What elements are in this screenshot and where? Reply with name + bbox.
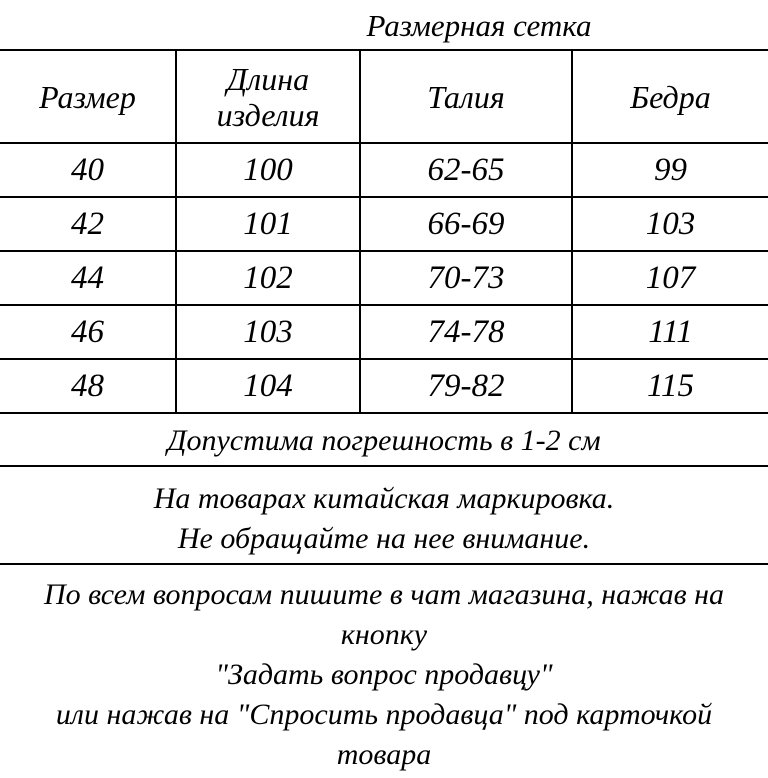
cell-length: 103 (176, 305, 360, 359)
cell-size: 48 (0, 359, 176, 413)
contact-line: По всем вопросам пишите в чат магазина, нажав на (43, 578, 725, 611)
cell-size: 42 (0, 197, 176, 251)
chart-title: Размерная сетка (366, 8, 592, 43)
cell-length: 100 (176, 143, 360, 197)
marking-line: Не обращайте на нее внимание. (177, 522, 591, 555)
cell-hips: 115 (572, 359, 768, 413)
column-header-waist: Талия (360, 50, 572, 143)
cell-waist: 66-69 (360, 197, 572, 251)
contact-line: кнопку (340, 618, 428, 651)
column-header-size: Размер (0, 50, 176, 143)
column-header-hips: Бедра (572, 50, 768, 143)
size-table (0, 49, 768, 414)
cell-waist: 62-65 (360, 143, 572, 197)
marking-note (0, 469, 768, 565)
tolerance-note: Допустима погрешность в 1-2 см (0, 415, 768, 467)
contact-note (0, 567, 768, 778)
contact-line: "Задать вопрос продавцу" (215, 658, 553, 691)
cell-waist: 70-73 (360, 251, 572, 305)
cell-hips: 107 (572, 251, 768, 305)
cell-size: 44 (0, 251, 176, 305)
table-row (0, 143, 768, 197)
cell-size: 46 (0, 305, 176, 359)
table-row (0, 305, 768, 359)
cell-waist: 79-82 (360, 359, 572, 413)
cell-hips: 111 (572, 305, 768, 359)
contact-line: или нажав на "Спросить продавца" под карточкой (55, 698, 713, 731)
table-row (0, 359, 768, 413)
table-row (0, 197, 768, 251)
cell-size: 40 (0, 143, 176, 197)
cell-length: 102 (176, 251, 360, 305)
table-row (0, 251, 768, 305)
cell-length: 104 (176, 359, 360, 413)
contact-line: товара (336, 738, 432, 771)
cell-waist: 74-78 (360, 305, 572, 359)
cell-hips: 99 (572, 143, 768, 197)
table-header-row (0, 50, 768, 143)
marking-line: На товарах китайская маркировка. (153, 482, 615, 515)
cell-length: 101 (176, 197, 360, 251)
cell-hips: 103 (572, 197, 768, 251)
column-header-length: Длина изделия (176, 50, 360, 143)
